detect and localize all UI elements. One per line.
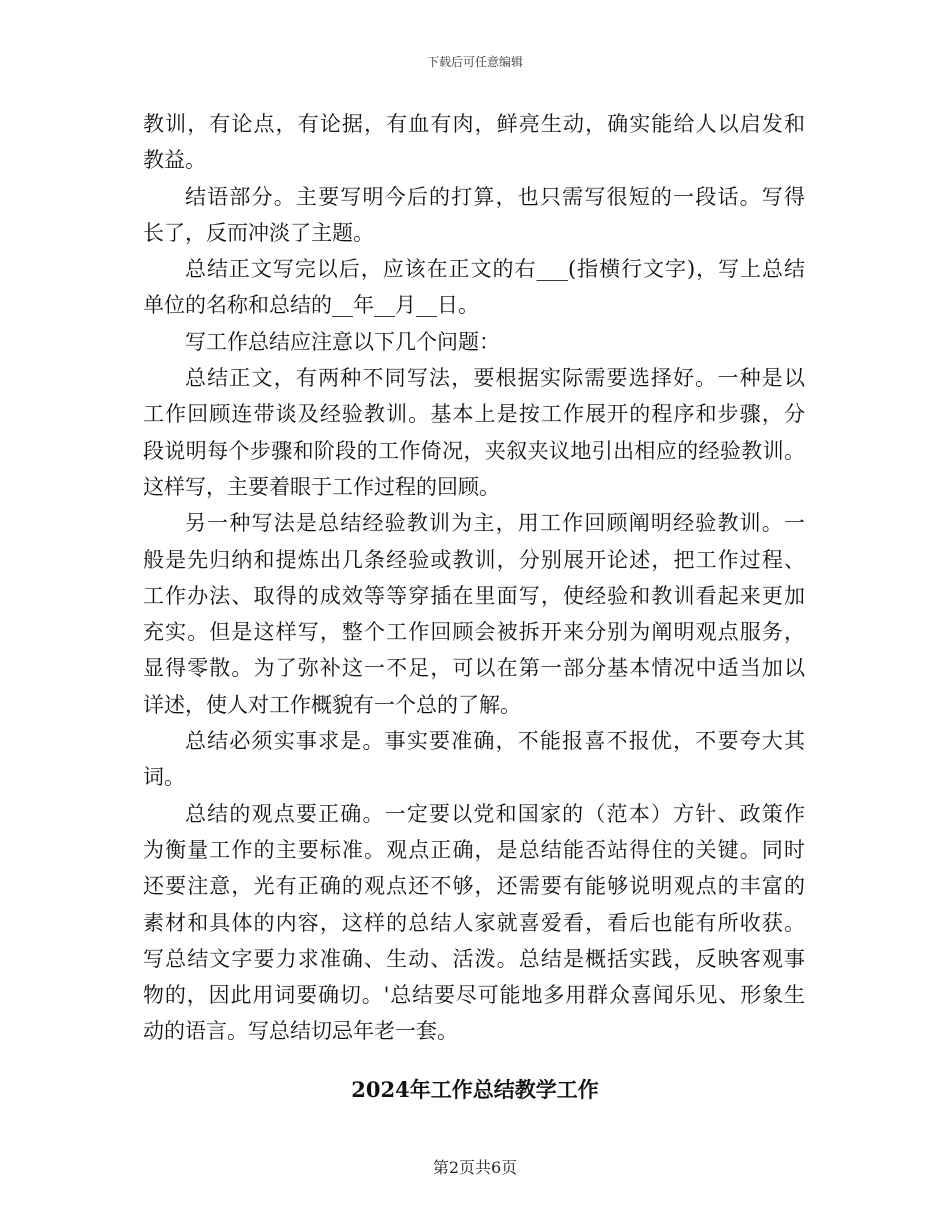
text-line: 工作回顾连带谈及经验教训。基本上是按工作展开的程序和步骤，分 (143, 402, 805, 427)
text-line: 词。 (143, 765, 185, 790)
text-line: 长了，反而冲淡了主题。 (143, 220, 374, 245)
text-line: 物的，因此用词要确切。'总结要尽可能地多用群众喜闻乐见、形象生 (143, 983, 805, 1008)
page-header: 下载后可任意编辑 (426, 55, 523, 69)
text-line: 总结必须实事求是。事实要准确，不能报喜不报优，不要夸大其 (185, 729, 805, 754)
text-line: 工作办法、取得的成效等等穿插在里面写，使经验和教训看起来更加 (143, 583, 805, 608)
text-line: 总结的观点要正确。一定要以党和国家的（范本）方针、政策作 (185, 801, 805, 826)
text-line: 素材和具体的内容，这样的总结人家就喜爱看，看后也能有所收获。 (143, 910, 805, 935)
text-line: 写工作总结应注意以下几个问题： (185, 329, 500, 354)
text-line: 详述，使人对工作概貌有一个总的了解。 (143, 692, 521, 717)
text-line: 还要注意，光有正确的观点还不够，还需要有能够说明观点的丰富的 (143, 874, 805, 899)
text-line: 为衡量工作的主要标准。观点正确，是总结能否站得住的关键。同时 (143, 837, 805, 862)
text-line: 般是先归纳和提炼出几条经验或教训，分别展开论述，把工作过程、 (143, 547, 805, 572)
text-line: 充实。但是这样写，整个工作回顾会被拆开来分别为阐明观点服务， (143, 620, 805, 645)
text-line: 段说明每个步骤和阶段的工作倚况，夹叙夹议地引出相应的经验教训。 (143, 438, 805, 463)
text-line: 教益。 (143, 148, 206, 173)
text-line: 动的语言。写总结切忌年老一套。 (143, 1019, 458, 1044)
text-line: 显得零散。为了弥补这一不足，可以在第一部分基本情况中适当加以 (143, 656, 805, 681)
text-line: 结语部分。主要写明今后的打算，也只需写很短的一段话。写得 (185, 184, 805, 209)
section-title: 2024年工作总结教学工作 (351, 1077, 599, 1102)
text-line: 总结正文写完以后，应该在正文的右___(指横行文字)，写上总结 (185, 257, 805, 282)
text-line: 写总结文字要力求准确、生动、活泼。总结是概括实践，反映客观事 (143, 946, 805, 971)
text-line: 单位的名称和总结的__年__月__日。 (143, 293, 479, 318)
text-line: 另一种写法是总结经验教训为主，用工作回顾阐明经验教训。一 (185, 511, 805, 536)
page-footer: 第2页共6页 (432, 1158, 518, 1177)
text-line: 教训，有论点，有论据，有血有肉，鲜亮生动，确实能给人以启发和 (143, 112, 805, 136)
body-text (143, 106, 805, 1050)
text-line: 这样写，主要着眼于工作过程的回顾。 (143, 474, 500, 499)
text-line: 总结正文，有两种不同写法，要根据实际需要选择好。一种是以 (185, 366, 805, 391)
